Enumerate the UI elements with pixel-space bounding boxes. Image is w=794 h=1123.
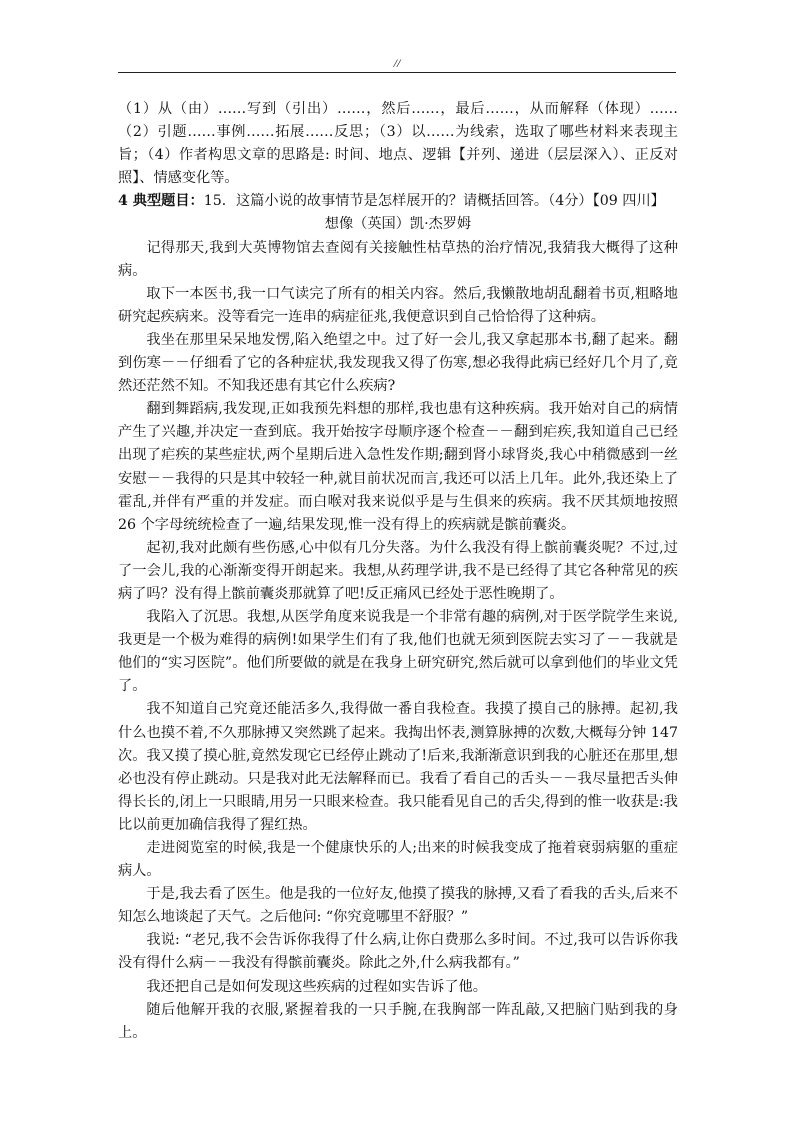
story-paragraph: 我坐在那里呆呆地发愣,陷入绝望之中。过了好一会儿,我又拿起那本书,翻了起来。翻到伤寒－－仔细看了它的各种症状,我发现我又得了伤寒,想必我得此病已经好几个月了,竟然还茫然不知。不知我还患有其它什么疾病? (118, 331, 678, 395)
story-paragraph: 我说: “老兄,我不会告诉你我得了什么病,让你白费那么多时间。不过,我可以告诉你我没有得什么病－－我没有得髌前囊炎。除此之外,什么病我都有。” (118, 932, 678, 972)
story-paragraph: 起初,我对此颇有些伤感,心中似有几分失落。为什么我没有得上髌前囊炎呢？不过,过了一会儿,我的心渐渐变得开朗起来。我想,从药理学讲,我不是已经得了其它各种常见的疾病了吗？没有得上髌前囊炎那就算了吧!反正痛风已经处于恶性晚期了。 (118, 539, 678, 602)
story-paragraph: 记得那天,我到大英博物馆去查阅有关接触性枯草热的治疗情况,我猜我大概得了这种病。 (118, 239, 678, 279)
story-paragraph: 我陷入了沉思。我想,从医学角度来说我是一个非常有趣的病例,对于医学院学生来说,我更是一个极为难得的病例!如果学生们有了我,他们也就无须到医院去实习了－－我就是他们的“实习医院”。他们所要做的就是在我身上研究研究,然后就可以拿到他们的毕业文凭了。 (118, 609, 678, 695)
story-paragraph: 走进阅览室的时候,我是一个健康快乐的人;出来的时候我变成了拖着衰弱病躯的重症病人。 (118, 840, 678, 880)
story-paragraph: 取下一本医书,我一口气读完了所有的相关内容。然后,我懒散地胡乱翻着书页,粗略地研究起疾病来。没等看完一连串的病症征兆,我便意识到自己恰恰得了这种病。 (118, 285, 678, 325)
question-paragraph (118, 190, 678, 213)
question-text: 15．这篇小说的故事情节是怎样展开的？请概括回答。（4分）【09 四川】 (203, 193, 665, 210)
story-paragraph: 翻到舞蹈病,我发现,正如我预先料想的那样,我也患有这种疾病。我开始对自己的病情产生了兴趣,并决定一查到底。我开始按字母顺序逐个检查－－翻到疟疾,我知道自己已经出现了疟疾的某些症状,两个星期后进入急性发作期;翻到肾小球肾炎,我心中稍微感到一丝安慰－－我得的只是其中较轻一种,就目前状况而言,我还可以活上几年。此外,我还染上了霍乱,并伴有严重的并发症。而白喉对我来说似乎是与生俱来的疾病。我不厌其烦地按照 26 个字母统统检查了一遍,结果发现,惟一没有得上的疾病就是髌前囊炎。 (118, 401, 678, 533)
story-paragraph: 我还把自己是如何发现这些疾病的过程如实告诉了他。 (146, 978, 487, 995)
question-label: 4 典型题目： (118, 193, 204, 210)
header-rule (118, 72, 676, 73)
story-paragraph: 我不知道自己究竟还能活多久,我得做一番自我检查。我摸了摸自己的脉搏。起初,我什么也摸不着,不久那脉搏又突然跳了起来。我掏出怀表,测算脉搏的次数,大概每分钟 147 次。我又摸了摸心脏,竟然发现它已经停止跳动了!后来,我渐渐意识到我的心脏还在那里,想必也没有停止跳动。只是我对此无法解释而已。我看了看自己的舌头－－我尽量把舌头伸得长长的,闭上一只眼睛,用另一只眼来检查。我只能看见自己的舌尖,得到的惟一收获是:我比以前更加确信我得了猩红热。 (118, 701, 678, 833)
story-paragraph: 随后他解开我的衣服,紧握着我的一只手腕,在我胸部一阵乱敲,又把脑门贴到我的身上。 (118, 1001, 678, 1041)
story-title: 想像（英国）凯·杰罗姆 (324, 216, 472, 233)
story-paragraph: 于是,我去看了医生。他是我的一位好友,他摸了摸我的脉搏,又看了看我的舌头,后来不知怎么地谈起了天气。之后他问: “你究竟哪里不舒服？” (118, 886, 678, 926)
method-paragraph: （1）从（由）……写到（引出）……，然后……，最后……，从而解释（体现）……（2）引题……事例……拓展……反思；（3）以……为线索，选取了哪些材料来表现主旨；（4）作者构思文章的思路是: 时间、地点、逻辑【并列、递进（层层深入）、正反对照】、情感变化等。 (118, 101, 678, 187)
document-body (118, 98, 678, 1045)
header-mark: // (393, 56, 401, 70)
